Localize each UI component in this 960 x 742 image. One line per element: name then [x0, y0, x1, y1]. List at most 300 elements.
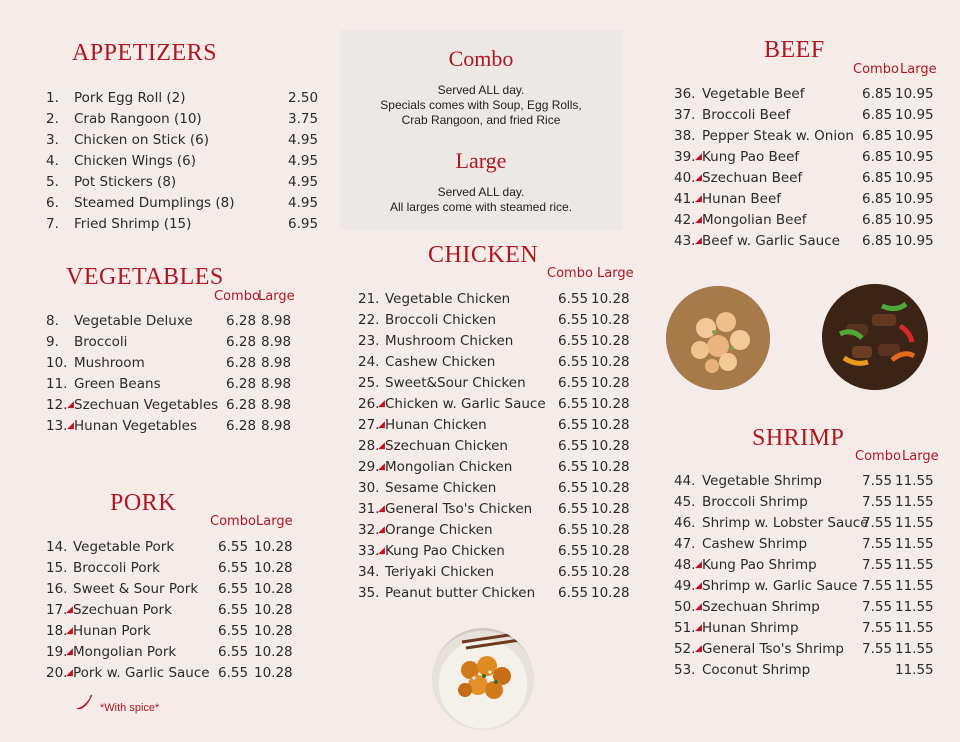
chili-pepper-icon: ◢: [695, 215, 702, 225]
item-name: Vegetable Beef: [702, 86, 805, 102]
large-price: 10.28: [591, 480, 630, 496]
item-name: Sesame Chicken: [385, 480, 497, 496]
item-number: 6.: [46, 195, 59, 211]
menu-item: [358, 520, 630, 541]
menu-item: [358, 394, 630, 415]
item-price: 6.95: [288, 216, 319, 232]
item-name: Broccoli Shrimp: [702, 494, 808, 510]
menu-item: [674, 639, 934, 660]
item-price: 4.95: [288, 195, 319, 211]
item-name: Vegetable Shrimp: [702, 473, 822, 489]
menu-item: [674, 471, 934, 492]
large-price: 10.28: [254, 581, 293, 597]
item-number: 11.: [46, 376, 68, 392]
item-number: 37.: [674, 107, 696, 123]
item-number: 30.: [358, 480, 380, 496]
combo-price: 6.55: [558, 417, 589, 433]
item-number: 10.: [46, 355, 68, 371]
item-name: Szechuan Pork: [73, 602, 172, 618]
large-description-line-1: Served ALL day.: [437, 185, 525, 199]
item-number: 2.: [46, 111, 59, 127]
large-price: 10.95: [895, 107, 934, 123]
menu-item: [46, 109, 319, 130]
large-price: 11.55: [895, 662, 934, 678]
menu-item: [358, 289, 630, 310]
chicken-title: CHICKEN: [428, 242, 539, 268]
item-name: Hunan Beef: [702, 191, 782, 207]
large-price: 10.28: [254, 602, 293, 618]
item-price: 3.75: [288, 111, 319, 127]
item-number: 12.: [46, 397, 68, 413]
menu-item: [46, 416, 290, 437]
item-name: Hunan Chicken: [385, 417, 487, 433]
item-number: 40.: [674, 170, 696, 186]
combo-price: 6.28: [226, 376, 257, 392]
combo-price: 6.28: [226, 355, 257, 371]
item-name: Mongolian Chicken: [385, 459, 513, 475]
item-name: Hunan Pork: [73, 623, 151, 639]
item-name: Shrimp w. Lobster Sauce: [702, 515, 869, 531]
large-price: 11.55: [895, 515, 934, 531]
menu-item: [674, 492, 934, 513]
item-number: 7.: [46, 216, 59, 232]
item-number: 39.: [674, 149, 696, 165]
item-number: 16.: [46, 581, 68, 597]
item-number: 42.: [674, 212, 696, 228]
pork-list: [46, 537, 293, 684]
item-name: Cashew Chicken: [385, 354, 496, 370]
combo-price: 6.55: [558, 333, 589, 349]
item-number: 27.: [358, 417, 380, 433]
shrimp-list: [674, 471, 934, 681]
item-name: Fried Shrimp (15): [74, 216, 192, 232]
chili-pepper-icon: [74, 694, 94, 712]
pork-combo-header: Combo: [210, 514, 256, 529]
menu-item: [674, 231, 934, 252]
combo-price: 7.55: [862, 578, 893, 594]
combo-price: 6.55: [218, 623, 249, 639]
combo-price: 6.85: [862, 212, 893, 228]
shrimp-combo-header: Combo: [855, 449, 901, 464]
item-number: 4.: [46, 153, 59, 169]
chili-pepper-icon: ◢: [378, 504, 385, 514]
large-price: 10.28: [591, 585, 630, 601]
item-number: 53.: [674, 662, 696, 678]
item-name: Crab Rangoon (10): [74, 111, 202, 127]
menu-item: [46, 579, 293, 600]
large-price: 10.95: [895, 149, 934, 165]
chili-pepper-icon: ◢: [67, 400, 74, 410]
menu-item: [46, 130, 319, 151]
menu-item: [46, 332, 290, 353]
chili-pepper-icon: ◢: [695, 644, 702, 654]
orange-chicken-photo: [432, 628, 534, 730]
beef-combo-header: Combo: [853, 62, 899, 77]
menu-item: [358, 541, 630, 562]
combo-price: 6.55: [558, 459, 589, 475]
large-price: 8.98: [261, 376, 292, 392]
large-price: 11.55: [895, 494, 934, 510]
chili-pepper-icon: ◢: [378, 420, 385, 430]
item-number: 33.: [358, 543, 380, 559]
combo-price: 7.55: [862, 620, 893, 636]
item-price: 4.95: [288, 153, 319, 169]
menu-item: [46, 374, 290, 395]
menu-item: [358, 331, 630, 352]
large-price: 10.28: [591, 375, 630, 391]
item-name: Mushroom: [74, 355, 145, 371]
menu-item: [46, 172, 319, 193]
item-number: 26.: [358, 396, 380, 412]
chili-pepper-icon: ◢: [378, 399, 385, 409]
large-price: 11.55: [895, 620, 934, 636]
vegetables-list: [46, 311, 290, 437]
chili-pepper-icon: ◢: [67, 421, 74, 431]
menu-item: [674, 105, 934, 126]
item-name: Pot Stickers (8): [74, 174, 177, 190]
item-number: 51.: [674, 620, 696, 636]
item-name: Peanut butter Chicken: [385, 585, 536, 601]
large-price: 10.28: [591, 438, 630, 454]
item-name: Vegetable Deluxe: [74, 313, 193, 329]
item-number: 45.: [674, 494, 696, 510]
combo-price: 6.85: [862, 128, 893, 144]
item-price: 4.95: [288, 174, 319, 190]
menu-item: [674, 126, 934, 147]
menu-item: [46, 558, 293, 579]
combo-price: 6.55: [558, 480, 589, 496]
item-number: 49.: [674, 578, 696, 594]
large-price: 10.28: [591, 564, 630, 580]
combo-price: 6.55: [558, 438, 589, 454]
item-name: Shrimp w. Garlic Sauce: [702, 578, 858, 594]
vegetables-large-header: Large: [258, 289, 295, 304]
chili-pepper-icon: ◢: [695, 560, 702, 570]
menu-item: [674, 618, 934, 639]
chili-pepper-icon: ◢: [695, 602, 702, 612]
appetizers-list: [46, 88, 319, 235]
item-number: 31.: [358, 501, 380, 517]
combo-price: 6.55: [218, 665, 249, 681]
large-price: 11.55: [895, 641, 934, 657]
combo-description-line-1: Served ALL day.: [437, 83, 525, 97]
item-name: General Tso's Chicken: [385, 501, 533, 517]
large-price: 10.95: [895, 191, 934, 207]
shrimp-dish-photo: [666, 286, 770, 390]
menu-item: [46, 600, 293, 621]
item-number: 50.: [674, 599, 696, 615]
combo-price: 6.55: [558, 543, 589, 559]
large-price: 10.95: [895, 170, 934, 186]
item-number: 19.: [46, 644, 68, 660]
item-number: 36.: [674, 86, 696, 102]
menu-item: [358, 415, 630, 436]
item-name: Hunan Shrimp: [702, 620, 799, 636]
combo-price: 6.55: [218, 539, 249, 555]
item-name: Cashew Shrimp: [702, 536, 808, 552]
item-name: Szechuan Vegetables: [74, 397, 219, 413]
menu-item: [674, 147, 934, 168]
chili-pepper-icon: ◢: [695, 194, 702, 204]
large-price: 10.28: [591, 312, 630, 328]
item-number: 32.: [358, 522, 380, 538]
beef-title: BEEF: [764, 37, 825, 63]
item-number: 34.: [358, 564, 380, 580]
combo-price: 6.55: [558, 585, 589, 601]
item-number: 38.: [674, 128, 696, 144]
vegetables-title: VEGETABLES: [66, 264, 224, 290]
item-number: 5.: [46, 174, 59, 190]
beef-large-header: Large: [900, 62, 937, 77]
item-name: Orange Chicken: [385, 522, 493, 538]
chili-pepper-icon: ◢: [378, 525, 385, 535]
item-price: 2.50: [288, 90, 319, 106]
item-number: 48.: [674, 557, 696, 573]
large-price: 8.98: [261, 334, 292, 350]
item-number: 1.: [46, 90, 59, 106]
pork-title: PORK: [110, 490, 177, 516]
item-number: 9.: [46, 334, 59, 350]
combo-price: 6.85: [862, 86, 893, 102]
combo-price: 6.85: [862, 170, 893, 186]
menu-item: [674, 597, 934, 618]
combo-price: 6.55: [558, 501, 589, 517]
combo-price: 6.55: [558, 375, 589, 391]
item-name: Sweet & Sour Pork: [73, 581, 199, 597]
menu-item: [674, 555, 934, 576]
item-name: Teriyaki Chicken: [385, 564, 495, 580]
item-price: 4.95: [288, 132, 319, 148]
item-number: 22.: [358, 312, 380, 328]
combo-price: 6.55: [558, 354, 589, 370]
chili-pepper-icon: ◢: [695, 623, 702, 633]
large-price: 10.28: [254, 560, 293, 576]
item-number: 17.: [46, 602, 68, 618]
chili-pepper-icon: ◢: [695, 581, 702, 591]
menu-item: [674, 513, 934, 534]
item-name: Mongolian Pork: [73, 644, 177, 660]
combo-price: 7.55: [862, 494, 893, 510]
combo-price: 6.28: [226, 418, 257, 434]
item-number: 35.: [358, 585, 380, 601]
shrimp-title: SHRIMP: [752, 425, 845, 451]
combo-price: 6.55: [218, 644, 249, 660]
item-number: 20.: [46, 665, 68, 681]
combo-price: 6.28: [226, 313, 257, 329]
item-name: Chicken w. Garlic Sauce: [385, 396, 546, 412]
pepper-beef-photo: [822, 284, 928, 390]
combo-price: 7.55: [862, 641, 893, 657]
item-name: Kung Pao Shrimp: [702, 557, 817, 573]
menu-item: [358, 436, 630, 457]
large-description-line-2: All larges come with steamed rice.: [389, 200, 573, 214]
large-price: 10.95: [895, 86, 934, 102]
menu-item: [674, 84, 934, 105]
combo-price: 6.28: [226, 397, 257, 413]
menu-item: [358, 457, 630, 478]
combo-price: 6.55: [558, 291, 589, 307]
combo-price: 6.55: [558, 564, 589, 580]
menu-item: [46, 353, 290, 374]
menu-item: [46, 395, 290, 416]
item-name: Steamed Dumplings (8): [74, 195, 235, 211]
large-price: 10.28: [591, 459, 630, 475]
combo-price: 7.55: [862, 599, 893, 615]
combo-price: 6.85: [862, 107, 893, 123]
large-price: 10.28: [591, 333, 630, 349]
combo-price: 6.55: [558, 396, 589, 412]
item-name: Vegetable Chicken: [385, 291, 511, 307]
item-name: Kung Pao Chicken: [385, 543, 505, 559]
menu-item: [674, 168, 934, 189]
large-price: 11.55: [895, 599, 934, 615]
menu-item: [46, 88, 319, 109]
chili-pepper-icon: ◢: [378, 462, 385, 472]
item-number: 29.: [358, 459, 380, 475]
item-name: Pork Egg Roll (2): [74, 90, 186, 106]
spice-note: *With spice*: [100, 702, 160, 714]
large-price: 11.55: [895, 473, 934, 489]
item-name: Kung Pao Beef: [702, 149, 800, 165]
menu-item: [46, 214, 319, 235]
item-name: Pepper Steak w. Onion: [702, 128, 854, 144]
menu-item: [358, 373, 630, 394]
item-name: Broccoli Pork: [73, 560, 160, 576]
combo-description-line-3: Crab Rangoon, and fried Rice: [401, 113, 561, 127]
menu-item: [674, 576, 934, 597]
item-number: 52.: [674, 641, 696, 657]
chili-pepper-icon: ◢: [66, 668, 73, 678]
item-name: Broccoli: [74, 334, 128, 350]
large-price: 10.95: [895, 212, 934, 228]
combo-price: 6.85: [862, 149, 893, 165]
item-number: 18.: [46, 623, 68, 639]
item-name: Pork w. Garlic Sauce: [73, 665, 210, 681]
appetizers-title: APPETIZERS: [72, 40, 218, 66]
menu-item: [358, 478, 630, 499]
item-number: 41.: [674, 191, 696, 207]
large-price: 10.28: [591, 396, 630, 412]
combo-price: 6.55: [218, 602, 249, 618]
item-number: 24.: [358, 354, 380, 370]
large-price: 10.28: [254, 644, 293, 660]
chicken-list: [358, 289, 630, 604]
large-price: 10.28: [591, 501, 630, 517]
item-number: 43.: [674, 233, 696, 249]
item-name: Mushroom Chicken: [385, 333, 514, 349]
chili-pepper-icon: ◢: [66, 626, 73, 636]
chicken-large-header: Large: [597, 266, 634, 281]
large-price: 10.28: [591, 522, 630, 538]
large-price: 8.98: [261, 355, 292, 371]
large-price: 11.55: [895, 557, 934, 573]
menu-item: [46, 642, 293, 663]
large-price: 11.55: [895, 578, 934, 594]
item-name: Broccoli Beef: [702, 107, 791, 123]
item-name: Chicken on Stick (6): [74, 132, 210, 148]
chili-pepper-icon: ◢: [66, 605, 73, 615]
large-price: 10.28: [254, 665, 293, 681]
large-price: 11.55: [895, 536, 934, 552]
large-price: 10.28: [591, 417, 630, 433]
chili-pepper-icon: ◢: [378, 546, 385, 556]
item-number: 14.: [46, 539, 68, 555]
pork-large-header: Large: [256, 514, 293, 529]
combo-price: 7.55: [862, 536, 893, 552]
chicken-combo-header: Combo: [547, 266, 593, 281]
large-price: 10.28: [254, 623, 293, 639]
item-name: Green Beans: [74, 376, 161, 392]
shrimp-large-header: Large: [902, 449, 939, 464]
combo-price: 6.28: [226, 334, 257, 350]
chili-pepper-icon: ◢: [695, 173, 702, 183]
combo-title: Combo: [448, 46, 514, 71]
menu-item: [674, 189, 934, 210]
combo-price: 7.55: [862, 473, 893, 489]
combo-price: 6.55: [218, 581, 249, 597]
large-price: 8.98: [261, 418, 292, 434]
large-price: 10.28: [254, 539, 293, 555]
item-name: Coconut Shrimp: [702, 662, 811, 678]
chili-pepper-icon: ◢: [695, 152, 702, 162]
beef-list: [674, 84, 934, 252]
item-number: 21.: [358, 291, 380, 307]
item-number: 47.: [674, 536, 696, 552]
item-name: Szechuan Beef: [702, 170, 803, 186]
menu-item: [358, 562, 630, 583]
item-number: 23.: [358, 333, 380, 349]
large-price: 10.28: [591, 291, 630, 307]
large-price: 10.28: [591, 543, 630, 559]
item-name: Szechuan Shrimp: [702, 599, 820, 615]
item-number: 8.: [46, 313, 59, 329]
item-number: 3.: [46, 132, 59, 148]
item-number: 46.: [674, 515, 696, 531]
menu-item: [46, 193, 319, 214]
large-price: 10.95: [895, 128, 934, 144]
item-name: Szechuan Chicken: [385, 438, 508, 454]
item-number: 44.: [674, 473, 696, 489]
combo-price: 7.55: [862, 557, 893, 573]
item-number: 28.: [358, 438, 380, 454]
menu-item: [358, 310, 630, 331]
menu-item: [358, 499, 630, 520]
menu-item: [358, 583, 630, 604]
item-number: 15.: [46, 560, 68, 576]
item-name: Sweet&Sour Chicken: [385, 375, 526, 391]
item-name: Hunan Vegetables: [74, 418, 197, 434]
item-name: Mongolian Beef: [702, 212, 807, 228]
combo-price: 6.55: [558, 522, 589, 538]
menu-item: [674, 660, 934, 681]
combo-price: 6.85: [862, 233, 893, 249]
combo-price: 6.85: [862, 191, 893, 207]
large-price: 10.95: [895, 233, 934, 249]
vegetables-combo-header: Combo: [214, 289, 260, 304]
item-name: Chicken Wings (6): [74, 153, 197, 169]
combo-price: 6.55: [558, 312, 589, 328]
combo-price: 7.55: [862, 515, 893, 531]
menu-item: [46, 151, 319, 172]
combo-description-line-2: Specials comes with Soup, Egg Rolls,: [380, 98, 582, 112]
menu-item: [358, 352, 630, 373]
menu-item: [46, 621, 293, 642]
chili-pepper-icon: ◢: [378, 441, 385, 451]
large-price: 8.98: [261, 397, 292, 413]
menu-item: [674, 210, 934, 231]
item-name: Beef w. Garlic Sauce: [702, 233, 840, 249]
item-number: 25.: [358, 375, 380, 391]
